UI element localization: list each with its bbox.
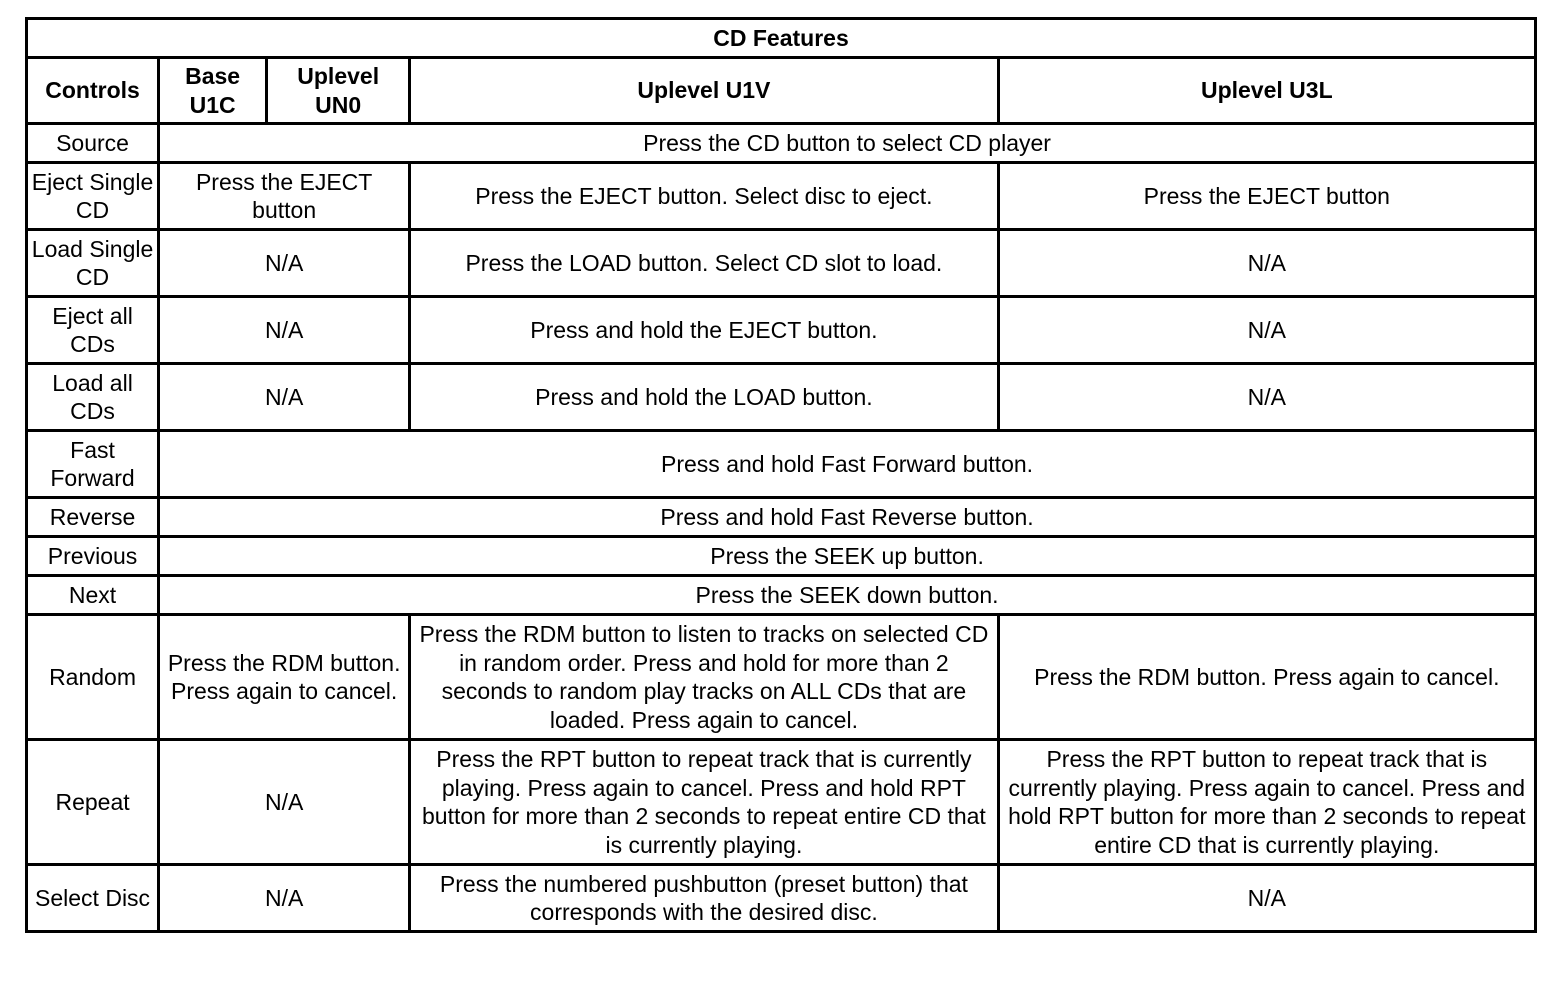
table-row [27,498,1536,537]
u1v-cell: Press and hold the LOAD button. [410,364,998,431]
base-un0-cell: Press the RDM button. Press again to cancel. [159,615,410,740]
control-cell: Random [27,615,159,740]
cd-features-table [25,17,1537,933]
all-models-cell: Press and hold Fast Forward button. [159,431,1536,498]
u1v-cell: Press the RPT button to repeat track that is currently playing. Press again to cancel. Press and hold RPT button for more than 2 seconds to repeat entire CD that is currently playing. [410,740,998,865]
header-base-u1c: Base U1C [159,58,267,124]
u3l-cell: N/A [998,364,1535,431]
u1v-cell: Press the EJECT button. Select disc to eject. [410,163,998,230]
table-row [27,865,1536,932]
table-row [27,431,1536,498]
control-cell: Repeat [27,740,159,865]
control-cell: Reverse [27,498,159,537]
u1v-cell: Press and hold the EJECT button. [410,297,998,364]
u3l-cell: Press the RPT button to repeat track that is currently playing. Press again to cancel. Press and hold RPT button for more than 2 seconds to repeat entire CD that is currently playing. [998,740,1535,865]
control-cell: Next [27,576,159,615]
header-controls: Controls [27,58,159,124]
title-row [27,19,1536,58]
header-uplevel-u1v: Uplevel U1V [410,58,998,124]
table-row [27,576,1536,615]
control-cell: Load all CDs [27,364,159,431]
u3l-cell: N/A [998,297,1535,364]
table-row [27,537,1536,576]
all-models-cell: Press the SEEK up button. [159,537,1536,576]
control-cell: Select Disc [27,865,159,932]
all-models-cell: Press the CD button to select CD player [159,124,1536,163]
table-title: CD Features [27,19,1536,58]
control-cell: Fast Forward [27,431,159,498]
u3l-cell: N/A [998,230,1535,297]
u1v-cell: Press the RDM button to listen to tracks on selected CD in random order. Press and hold for more than 2 seconds to random play tracks on ALL CDs that are loaded. Press again to cancel. [410,615,998,740]
base-un0-cell: N/A [159,740,410,865]
table-row [27,124,1536,163]
u1v-cell: Press the numbered pushbutton (preset button) that corresponds with the desired disc. [410,865,998,932]
table-row [27,615,1536,740]
control-cell: Load Single CD [27,230,159,297]
table-row [27,364,1536,431]
header-row [27,58,1536,124]
base-un0-cell: N/A [159,297,410,364]
control-cell: Previous [27,537,159,576]
u3l-cell: Press the RDM button. Press again to cancel. [998,615,1535,740]
header-uplevel-u3l: Uplevel U3L [998,58,1535,124]
control-cell: Source [27,124,159,163]
control-cell: Eject all CDs [27,297,159,364]
base-un0-cell: Press the EJECT button [159,163,410,230]
base-un0-cell: N/A [159,230,410,297]
all-models-cell: Press and hold Fast Reverse button. [159,498,1536,537]
table-row [27,740,1536,865]
table-row [27,297,1536,364]
header-uplevel-un0: Uplevel UN0 [267,58,410,124]
all-models-cell: Press the SEEK down button. [159,576,1536,615]
control-cell: Eject Single CD [27,163,159,230]
base-un0-cell: N/A [159,865,410,932]
base-un0-cell: N/A [159,364,410,431]
u3l-cell: Press the EJECT button [998,163,1535,230]
u1v-cell: Press the LOAD button. Select CD slot to load. [410,230,998,297]
table-row [27,230,1536,297]
table-row [27,163,1536,230]
u3l-cell: N/A [998,865,1535,932]
